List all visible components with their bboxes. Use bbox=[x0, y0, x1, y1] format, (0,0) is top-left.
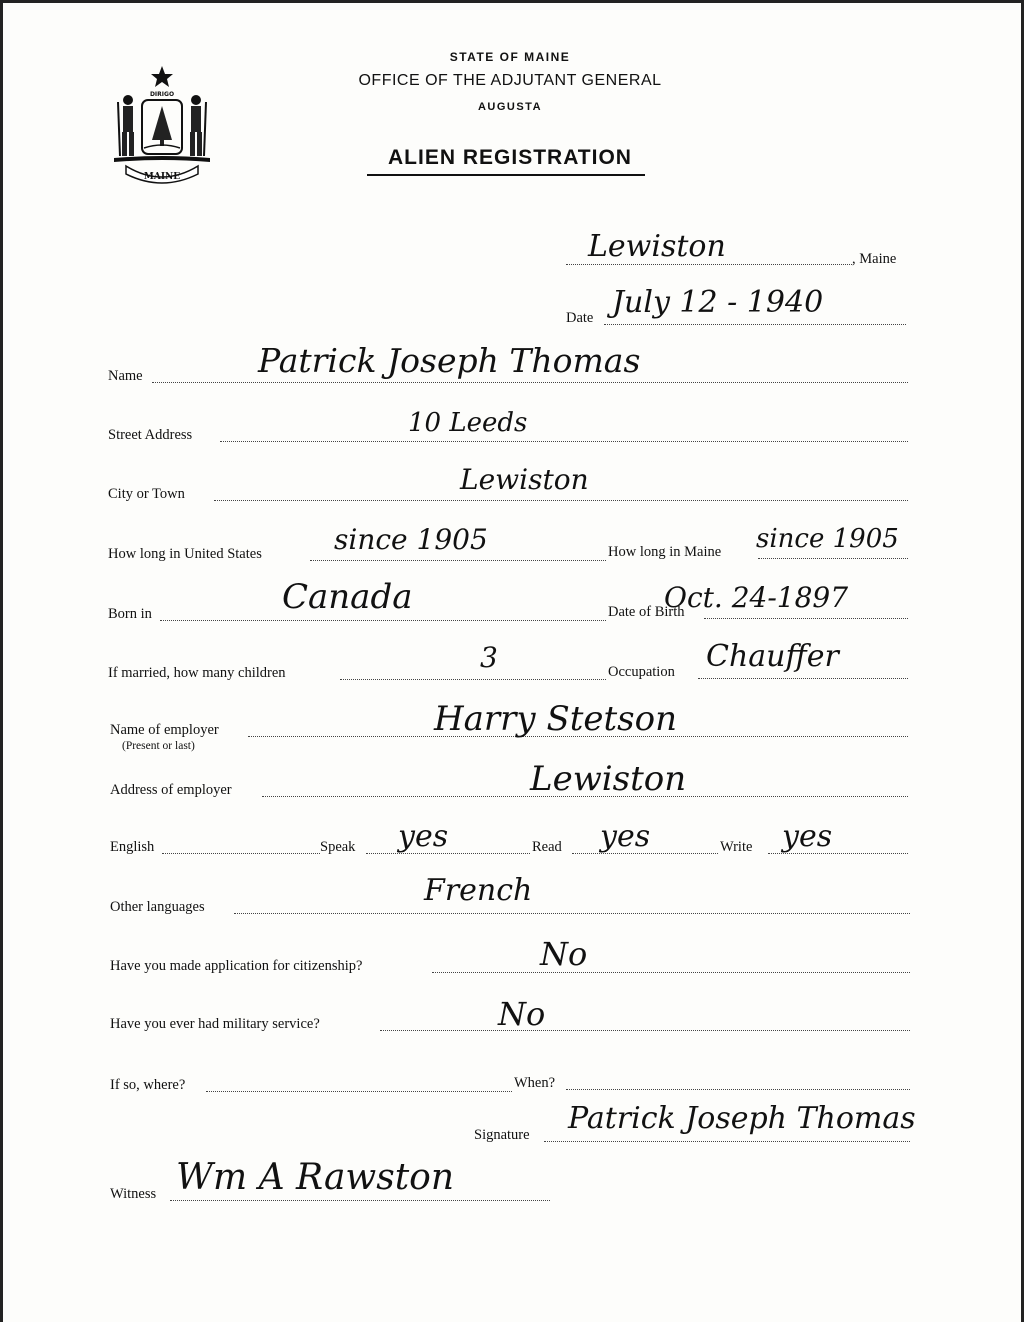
read-label: Read bbox=[532, 839, 562, 855]
where-line bbox=[206, 1091, 512, 1092]
speak-value[interactable]: yes bbox=[398, 819, 449, 854]
street-address-line bbox=[220, 441, 908, 442]
witness-value[interactable]: Wm A Rawston bbox=[176, 1157, 455, 1198]
date-label: Date bbox=[566, 310, 594, 326]
other-languages-value[interactable]: French bbox=[424, 873, 533, 908]
dob-label: Date of Birth bbox=[608, 604, 685, 620]
occupation-value[interactable]: Chauffer bbox=[706, 639, 839, 674]
children-line bbox=[340, 679, 606, 680]
svg-text:DIRIGO: DIRIGO bbox=[149, 91, 175, 98]
employer-name-value[interactable]: Harry Stetson bbox=[434, 699, 677, 739]
military-value[interactable]: No bbox=[498, 995, 546, 1033]
speak-line bbox=[366, 853, 530, 854]
employer-name-label: Name of employer bbox=[110, 722, 219, 738]
page-title: ALIEN REGISTRATION bbox=[388, 146, 632, 169]
how-long-us-value[interactable]: since 1905 bbox=[334, 523, 488, 556]
witness-label: Witness bbox=[110, 1186, 157, 1202]
maine-label: , Maine bbox=[852, 251, 897, 267]
where-label: If so, where? bbox=[110, 1077, 186, 1093]
city-value[interactable]: Lewiston bbox=[460, 463, 589, 496]
date-line bbox=[604, 324, 906, 325]
page-border-left bbox=[0, 0, 3, 1322]
how-long-us-label: How long in United States bbox=[108, 546, 262, 562]
name-label: Name bbox=[108, 368, 143, 384]
born-in-line bbox=[160, 620, 606, 621]
city-line bbox=[214, 500, 908, 501]
born-in-value[interactable]: Canada bbox=[282, 577, 413, 617]
street-address-value[interactable]: 10 Leeds bbox=[408, 408, 528, 438]
born-in-label: Born in bbox=[108, 606, 152, 622]
signature-value[interactable]: Patrick Joseph Thomas bbox=[568, 1101, 916, 1136]
write-value[interactable]: yes bbox=[782, 819, 833, 854]
name-value[interactable]: Patrick Joseph Thomas bbox=[258, 341, 641, 380]
place-value[interactable]: Lewiston bbox=[588, 229, 726, 264]
seal-banner-text: MAINE bbox=[143, 172, 181, 182]
children-label: If married, how many children bbox=[108, 665, 286, 681]
employer-address-label: Address of employer bbox=[110, 782, 232, 798]
how-long-maine-line bbox=[758, 558, 908, 559]
when-label: When? bbox=[514, 1075, 556, 1091]
signature-line bbox=[544, 1141, 910, 1142]
employer-address-value[interactable]: Lewiston bbox=[530, 759, 687, 799]
citizenship-line bbox=[432, 972, 910, 973]
other-languages-line bbox=[234, 913, 910, 914]
header-state: STATE OF MAINE bbox=[449, 50, 571, 64]
title-underline bbox=[367, 174, 645, 176]
when-line bbox=[566, 1089, 910, 1090]
military-label: Have you ever had military service? bbox=[110, 1016, 320, 1032]
state-seal-icon bbox=[106, 62, 218, 190]
dob-value[interactable]: Oct. 24-1897 bbox=[664, 581, 849, 614]
speak-label: Speak bbox=[320, 839, 356, 855]
name-line bbox=[152, 382, 908, 383]
page-border-top bbox=[0, 0, 1024, 3]
place-line bbox=[566, 264, 852, 265]
date-value[interactable]: July 12 - 1940 bbox=[612, 285, 824, 320]
street-address-label: Street Address bbox=[108, 427, 193, 443]
occupation-label: Occupation bbox=[608, 664, 675, 680]
other-languages-label: Other languages bbox=[110, 899, 205, 915]
english-line bbox=[162, 853, 320, 854]
witness-line bbox=[170, 1200, 550, 1201]
write-label: Write bbox=[720, 839, 753, 855]
dob-line bbox=[704, 618, 908, 619]
military-line bbox=[380, 1030, 910, 1031]
how-long-maine-value[interactable]: since 1905 bbox=[756, 524, 899, 554]
city-label: City or Town bbox=[108, 486, 185, 502]
employer-note: (Present or last) bbox=[122, 740, 195, 752]
how-long-us-line bbox=[310, 560, 606, 561]
header-office: OFFICE OF THE ADJUTANT GENERAL bbox=[358, 72, 662, 89]
children-value[interactable]: 3 bbox=[480, 641, 498, 674]
read-value[interactable]: yes bbox=[600, 819, 651, 854]
citizenship-value[interactable]: No bbox=[540, 935, 588, 973]
english-label: English bbox=[110, 839, 155, 855]
signature-label: Signature bbox=[474, 1127, 530, 1143]
citizenship-label: Have you made application for citizenship? bbox=[110, 958, 363, 974]
how-long-maine-label: How long in Maine bbox=[608, 544, 722, 560]
header-city: AUGUSTA bbox=[477, 101, 543, 113]
occupation-line bbox=[698, 678, 908, 679]
